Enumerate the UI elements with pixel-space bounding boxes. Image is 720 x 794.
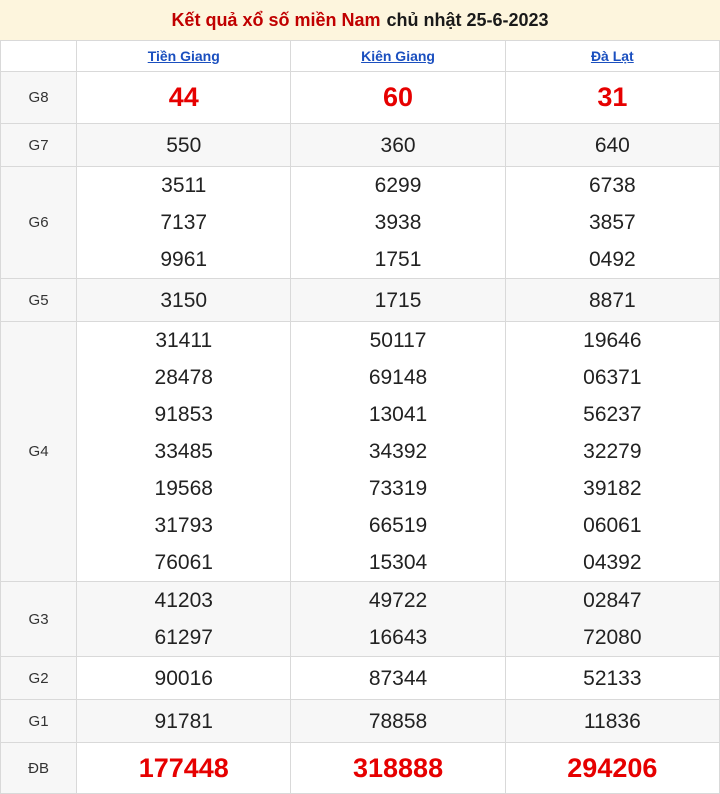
prize-values-g1-col1 [291, 700, 505, 743]
number: 41203 [154, 589, 213, 612]
number: 6299 [374, 174, 422, 197]
province-link-2[interactable]: Đà Lạt [590, 48, 634, 64]
number: 31 [597, 82, 628, 112]
prize-values-g2-col2 [505, 657, 719, 700]
number: 91781 [154, 709, 213, 733]
number: 16643 [368, 626, 428, 649]
results-table [0, 40, 720, 794]
number: 06371 [583, 366, 642, 389]
number: 28478 [154, 366, 213, 389]
number: 360 [380, 133, 416, 157]
number: 34392 [368, 440, 428, 463]
table-header-row [1, 41, 720, 72]
number: 3150 [160, 288, 208, 312]
prize-label-g8: G8 [1, 72, 77, 124]
prize-values-g4-col2 [505, 322, 719, 582]
prize-values-db-col1 [291, 743, 505, 794]
number: 52133 [583, 666, 642, 690]
number: 91853 [154, 403, 213, 426]
prize-values-g6-col2 [505, 167, 719, 279]
table-row [1, 279, 720, 322]
number: 33485 [154, 440, 213, 463]
number: 76061 [154, 551, 213, 574]
number: 32279 [583, 440, 642, 463]
number: 19646 [583, 329, 642, 352]
number: 550 [166, 133, 202, 157]
table-row [1, 657, 720, 700]
number: 69148 [368, 366, 428, 389]
prize-values-g4-col1 [291, 322, 505, 582]
prize-label-g3: G3 [1, 582, 77, 657]
column-header-province-1 [291, 41, 505, 72]
prize-values-g1-col0 [77, 700, 291, 743]
number: 87344 [368, 666, 428, 690]
prize-values-db-col2 [505, 743, 719, 794]
prize-values-g6-col1 [291, 167, 505, 279]
table-row [1, 72, 720, 124]
prize-values-g8-col0 [77, 72, 291, 124]
number: 0492 [588, 248, 636, 271]
prize-label-g4: G4 [1, 322, 77, 582]
prize-values-g8-col2 [505, 72, 719, 124]
table-row [1, 700, 720, 743]
number: 73319 [368, 477, 428, 500]
number: 06061 [583, 514, 642, 537]
prize-values-g5-col1 [291, 279, 505, 322]
table-corner-cell [1, 41, 77, 72]
prize-values-g7-col0 [77, 124, 291, 167]
number: 78858 [368, 709, 428, 733]
prize-values-g8-col1 [291, 72, 505, 124]
number: 56237 [583, 403, 642, 426]
number: 640 [594, 133, 630, 157]
number: 50117 [369, 329, 427, 352]
number: 44 [168, 82, 199, 112]
prize-label-g1: G1 [1, 700, 77, 743]
prize-values-g3-col0 [77, 582, 291, 657]
prize-label-g2: G2 [1, 657, 77, 700]
number: 31793 [154, 514, 213, 537]
page-title [0, 0, 720, 40]
table-row [1, 582, 720, 657]
page-title-date: chủ nhật 25-6-2023 [386, 9, 549, 30]
table-row [1, 322, 720, 582]
prize-values-g2-col0 [77, 657, 291, 700]
prize-label-g6: G6 [1, 167, 77, 279]
prize-values-g5-col2 [505, 279, 719, 322]
table-row [1, 124, 720, 167]
table-row [1, 167, 720, 279]
number: 90016 [154, 666, 213, 690]
number: 39182 [583, 477, 642, 500]
number: 61297 [154, 626, 213, 649]
table-row [1, 743, 720, 794]
prize-label-g5: G5 [1, 279, 77, 322]
prize-values-g1-col2 [505, 700, 719, 743]
number: 3938 [374, 211, 422, 234]
prize-values-g6-col0 [77, 167, 291, 279]
column-header-province-0 [77, 41, 291, 72]
prize-values-g7-col1 [291, 124, 505, 167]
number: 3857 [588, 211, 636, 234]
number: 8871 [588, 288, 636, 312]
number: 19568 [154, 477, 213, 500]
prize-label-db: ĐB [1, 743, 77, 794]
number: 1751 [374, 248, 422, 271]
page-title-main: Kết quả xổ số miền Nam [171, 9, 381, 30]
number: 72080 [583, 626, 642, 649]
number: 7137 [160, 211, 208, 234]
number: 49722 [368, 589, 428, 612]
number: 6738 [588, 174, 636, 197]
prize-values-g7-col2 [505, 124, 719, 167]
number: 02847 [583, 589, 642, 612]
prize-values-g4-col0 [77, 322, 291, 582]
prize-values-g5-col0 [77, 279, 291, 322]
number: 1715 [374, 288, 422, 312]
number: 11836 [583, 709, 641, 733]
number: 318888 [352, 752, 444, 783]
prize-label-g7: G7 [1, 124, 77, 167]
prize-values-g3-col1 [291, 582, 505, 657]
prize-values-g3-col2 [505, 582, 719, 657]
number: 9961 [160, 248, 208, 271]
number: 66519 [368, 514, 428, 537]
number: 15304 [368, 551, 428, 574]
number: 60 [383, 82, 414, 112]
number: 31411 [155, 329, 213, 352]
number: 3511 [161, 174, 207, 197]
number: 177448 [138, 752, 229, 783]
province-link-1[interactable]: Kiên Giang [361, 48, 435, 64]
number: 04392 [583, 551, 642, 574]
column-header-province-2 [505, 41, 719, 72]
number: 294206 [567, 752, 658, 783]
prize-values-g2-col1 [291, 657, 505, 700]
province-link-0[interactable]: Tiền Giang [147, 48, 220, 64]
number: 13041 [368, 403, 428, 426]
prize-values-db-col0 [77, 743, 291, 794]
